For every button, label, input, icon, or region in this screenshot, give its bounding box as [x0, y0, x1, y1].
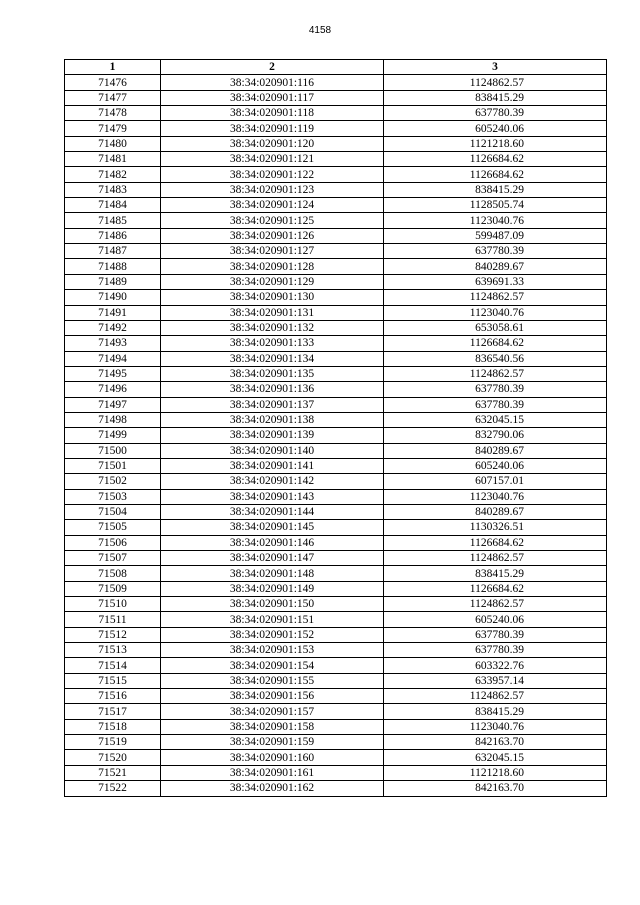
table-row	[65, 719, 607, 734]
header-row	[65, 60, 607, 75]
value-cell: 1128505.74	[384, 198, 607, 213]
table-header	[65, 60, 607, 75]
row-number-cell: 71508	[65, 566, 161, 581]
cadastral-number-cell: 38:34:020901:143	[161, 489, 384, 504]
table-row	[65, 259, 607, 274]
cadastral-number-cell: 38:34:020901:162	[161, 781, 384, 796]
table-row	[65, 689, 607, 704]
cadastral-number-cell: 38:34:020901:137	[161, 397, 384, 412]
value-cell: 840289.67	[384, 259, 607, 274]
row-number-cell: 71490	[65, 290, 161, 305]
value-cell: 1126684.62	[384, 336, 607, 351]
table-row	[65, 581, 607, 596]
value-cell: 607157.01	[384, 474, 607, 489]
table-row	[65, 443, 607, 458]
value-cell: 840289.67	[384, 504, 607, 519]
cadastral-number-cell: 38:34:020901:161	[161, 765, 384, 780]
cadastral-number-cell: 38:34:020901:154	[161, 658, 384, 673]
value-cell: 637780.39	[384, 643, 607, 658]
row-number-cell: 71496	[65, 382, 161, 397]
row-number-cell: 71495	[65, 366, 161, 381]
value-cell: 1130326.51	[384, 520, 607, 535]
cadastral-number-cell: 38:34:020901:146	[161, 535, 384, 550]
table-row	[65, 106, 607, 121]
cadastral-number-cell: 38:34:020901:128	[161, 259, 384, 274]
table-row	[65, 274, 607, 289]
row-number-cell: 71492	[65, 320, 161, 335]
value-cell: 599487.09	[384, 228, 607, 243]
row-number-cell: 71502	[65, 474, 161, 489]
row-number-cell: 71488	[65, 259, 161, 274]
value-cell: 1126684.62	[384, 581, 607, 596]
cadastral-number-cell: 38:34:020901:147	[161, 551, 384, 566]
row-number-cell: 71517	[65, 704, 161, 719]
registry-table	[64, 59, 607, 797]
value-cell: 1126684.62	[384, 152, 607, 167]
table-row	[65, 382, 607, 397]
table-row	[65, 167, 607, 182]
cadastral-number-cell: 38:34:020901:127	[161, 244, 384, 259]
row-number-cell: 71485	[65, 213, 161, 228]
table-row	[65, 735, 607, 750]
value-cell: 1124862.57	[384, 597, 607, 612]
cadastral-number-cell: 38:34:020901:129	[161, 274, 384, 289]
cadastral-number-cell: 38:34:020901:121	[161, 152, 384, 167]
column-header-2: 2	[161, 60, 384, 75]
cadastral-number-cell: 38:34:020901:144	[161, 504, 384, 519]
value-cell: 605240.06	[384, 458, 607, 473]
value-cell: 639691.33	[384, 274, 607, 289]
cadastral-number-cell: 38:34:020901:139	[161, 428, 384, 443]
value-cell: 1123040.76	[384, 489, 607, 504]
row-number-cell: 71493	[65, 336, 161, 351]
cadastral-number-cell: 38:34:020901:138	[161, 412, 384, 427]
cadastral-number-cell: 38:34:020901:122	[161, 167, 384, 182]
value-cell: 838415.29	[384, 704, 607, 719]
column-header-3: 3	[384, 60, 607, 75]
table-row	[65, 412, 607, 427]
row-number-cell: 71484	[65, 198, 161, 213]
value-cell: 637780.39	[384, 627, 607, 642]
value-cell: 1124862.57	[384, 366, 607, 381]
cadastral-number-cell: 38:34:020901:150	[161, 597, 384, 612]
cadastral-number-cell: 38:34:020901:134	[161, 351, 384, 366]
table-row	[65, 121, 607, 136]
value-cell: 842163.70	[384, 735, 607, 750]
row-number-cell: 71518	[65, 719, 161, 734]
row-number-cell: 71499	[65, 428, 161, 443]
value-cell: 840289.67	[384, 443, 607, 458]
cadastral-number-cell: 38:34:020901:142	[161, 474, 384, 489]
row-number-cell: 71513	[65, 643, 161, 658]
table-row	[65, 520, 607, 535]
cadastral-number-cell: 38:34:020901:140	[161, 443, 384, 458]
row-number-cell: 71479	[65, 121, 161, 136]
row-number-cell: 71506	[65, 535, 161, 550]
row-number-cell: 71498	[65, 412, 161, 427]
table-row	[65, 90, 607, 105]
value-cell: 1126684.62	[384, 535, 607, 550]
cadastral-number-cell: 38:34:020901:136	[161, 382, 384, 397]
table-row	[65, 397, 607, 412]
cadastral-number-cell: 38:34:020901:153	[161, 643, 384, 658]
value-cell: 1126684.62	[384, 167, 607, 182]
table-row	[65, 152, 607, 167]
value-cell: 633957.14	[384, 673, 607, 688]
row-number-cell: 71494	[65, 351, 161, 366]
cadastral-number-cell: 38:34:020901:135	[161, 366, 384, 381]
value-cell: 637780.39	[384, 382, 607, 397]
row-number-cell: 71504	[65, 504, 161, 519]
value-cell: 1121218.60	[384, 765, 607, 780]
cadastral-number-cell: 38:34:020901:123	[161, 182, 384, 197]
row-number-cell: 71519	[65, 735, 161, 750]
cadastral-number-cell: 38:34:020901:156	[161, 689, 384, 704]
value-cell: 1124862.57	[384, 689, 607, 704]
value-cell: 632045.15	[384, 750, 607, 765]
row-number-cell: 71487	[65, 244, 161, 259]
table-row	[65, 704, 607, 719]
table-row	[65, 366, 607, 381]
table-row	[65, 336, 607, 351]
cadastral-number-cell: 38:34:020901:118	[161, 106, 384, 121]
cadastral-number-cell: 38:34:020901:145	[161, 520, 384, 535]
value-cell: 603322.76	[384, 658, 607, 673]
table-row	[65, 781, 607, 796]
row-number-cell: 71514	[65, 658, 161, 673]
value-cell: 838415.29	[384, 90, 607, 105]
table-row	[65, 351, 607, 366]
value-cell: 832790.06	[384, 428, 607, 443]
row-number-cell: 71521	[65, 765, 161, 780]
table-row	[65, 182, 607, 197]
row-number-cell: 71511	[65, 612, 161, 627]
row-number-cell: 71481	[65, 152, 161, 167]
table-row	[65, 765, 607, 780]
column-header-1: 1	[65, 60, 161, 75]
row-number-cell: 71480	[65, 136, 161, 151]
value-cell: 1123040.76	[384, 305, 607, 320]
table-row	[65, 458, 607, 473]
cadastral-number-cell: 38:34:020901:157	[161, 704, 384, 719]
table-row	[65, 244, 607, 259]
table-row	[65, 320, 607, 335]
value-cell: 1124862.57	[384, 290, 607, 305]
table-row	[65, 213, 607, 228]
cadastral-number-cell: 38:34:020901:160	[161, 750, 384, 765]
value-cell: 838415.29	[384, 182, 607, 197]
cadastral-number-cell: 38:34:020901:125	[161, 213, 384, 228]
table-row	[65, 750, 607, 765]
table-row	[65, 658, 607, 673]
row-number-cell: 71522	[65, 781, 161, 796]
cadastral-number-cell: 38:34:020901:120	[161, 136, 384, 151]
table-row	[65, 305, 607, 320]
cadastral-number-cell: 38:34:020901:130	[161, 290, 384, 305]
table-row	[65, 75, 607, 90]
cadastral-number-cell: 38:34:020901:132	[161, 320, 384, 335]
table-row	[65, 612, 607, 627]
value-cell: 637780.39	[384, 397, 607, 412]
row-number-cell: 71509	[65, 581, 161, 596]
row-number-cell: 71512	[65, 627, 161, 642]
table-row	[65, 673, 607, 688]
cadastral-number-cell: 38:34:020901:151	[161, 612, 384, 627]
row-number-cell: 71486	[65, 228, 161, 243]
value-cell: 842163.70	[384, 781, 607, 796]
row-number-cell: 71483	[65, 182, 161, 197]
value-cell: 605240.06	[384, 612, 607, 627]
cadastral-number-cell: 38:34:020901:131	[161, 305, 384, 320]
value-cell: 605240.06	[384, 121, 607, 136]
value-cell: 653058.61	[384, 320, 607, 335]
table-row	[65, 597, 607, 612]
cadastral-number-cell: 38:34:020901:124	[161, 198, 384, 213]
table-row	[65, 504, 607, 519]
cadastral-number-cell: 38:34:020901:159	[161, 735, 384, 750]
table-row	[65, 627, 607, 642]
row-number-cell: 71516	[65, 689, 161, 704]
value-cell: 632045.15	[384, 412, 607, 427]
value-cell: 1124862.57	[384, 75, 607, 90]
row-number-cell: 71501	[65, 458, 161, 473]
table-row	[65, 474, 607, 489]
value-cell: 637780.39	[384, 106, 607, 121]
value-cell: 838415.29	[384, 566, 607, 581]
value-cell: 1121218.60	[384, 136, 607, 151]
row-number-cell: 71515	[65, 673, 161, 688]
row-number-cell: 71491	[65, 305, 161, 320]
cadastral-number-cell: 38:34:020901:149	[161, 581, 384, 596]
cadastral-number-cell: 38:34:020901:148	[161, 566, 384, 581]
table-row	[65, 489, 607, 504]
table-row	[65, 198, 607, 213]
row-number-cell: 71520	[65, 750, 161, 765]
table-row	[65, 535, 607, 550]
row-number-cell: 71497	[65, 397, 161, 412]
table-row	[65, 551, 607, 566]
table-row	[65, 566, 607, 581]
cadastral-number-cell: 38:34:020901:141	[161, 458, 384, 473]
page-number: 4158	[308, 25, 332, 36]
table-row	[65, 290, 607, 305]
value-cell: 1124862.57	[384, 551, 607, 566]
row-number-cell: 71477	[65, 90, 161, 105]
row-number-cell: 71507	[65, 551, 161, 566]
cadastral-number-cell: 38:34:020901:155	[161, 673, 384, 688]
row-number-cell: 71500	[65, 443, 161, 458]
value-cell: 1123040.76	[384, 213, 607, 228]
table-row	[65, 136, 607, 151]
table-row	[65, 428, 607, 443]
cadastral-number-cell: 38:34:020901:133	[161, 336, 384, 351]
table-row	[65, 228, 607, 243]
row-number-cell: 71478	[65, 106, 161, 121]
cadastral-number-cell: 38:34:020901:117	[161, 90, 384, 105]
value-cell: 836540.56	[384, 351, 607, 366]
row-number-cell: 71476	[65, 75, 161, 90]
table-body	[65, 75, 607, 796]
table-row	[65, 643, 607, 658]
row-number-cell: 71503	[65, 489, 161, 504]
cadastral-number-cell: 38:34:020901:126	[161, 228, 384, 243]
cadastral-number-cell: 38:34:020901:119	[161, 121, 384, 136]
row-number-cell: 71482	[65, 167, 161, 182]
row-number-cell: 71510	[65, 597, 161, 612]
row-number-cell: 71489	[65, 274, 161, 289]
value-cell: 1123040.76	[384, 719, 607, 734]
cadastral-number-cell: 38:34:020901:116	[161, 75, 384, 90]
row-number-cell: 71505	[65, 520, 161, 535]
value-cell: 637780.39	[384, 244, 607, 259]
cadastral-number-cell: 38:34:020901:158	[161, 719, 384, 734]
cadastral-number-cell: 38:34:020901:152	[161, 627, 384, 642]
